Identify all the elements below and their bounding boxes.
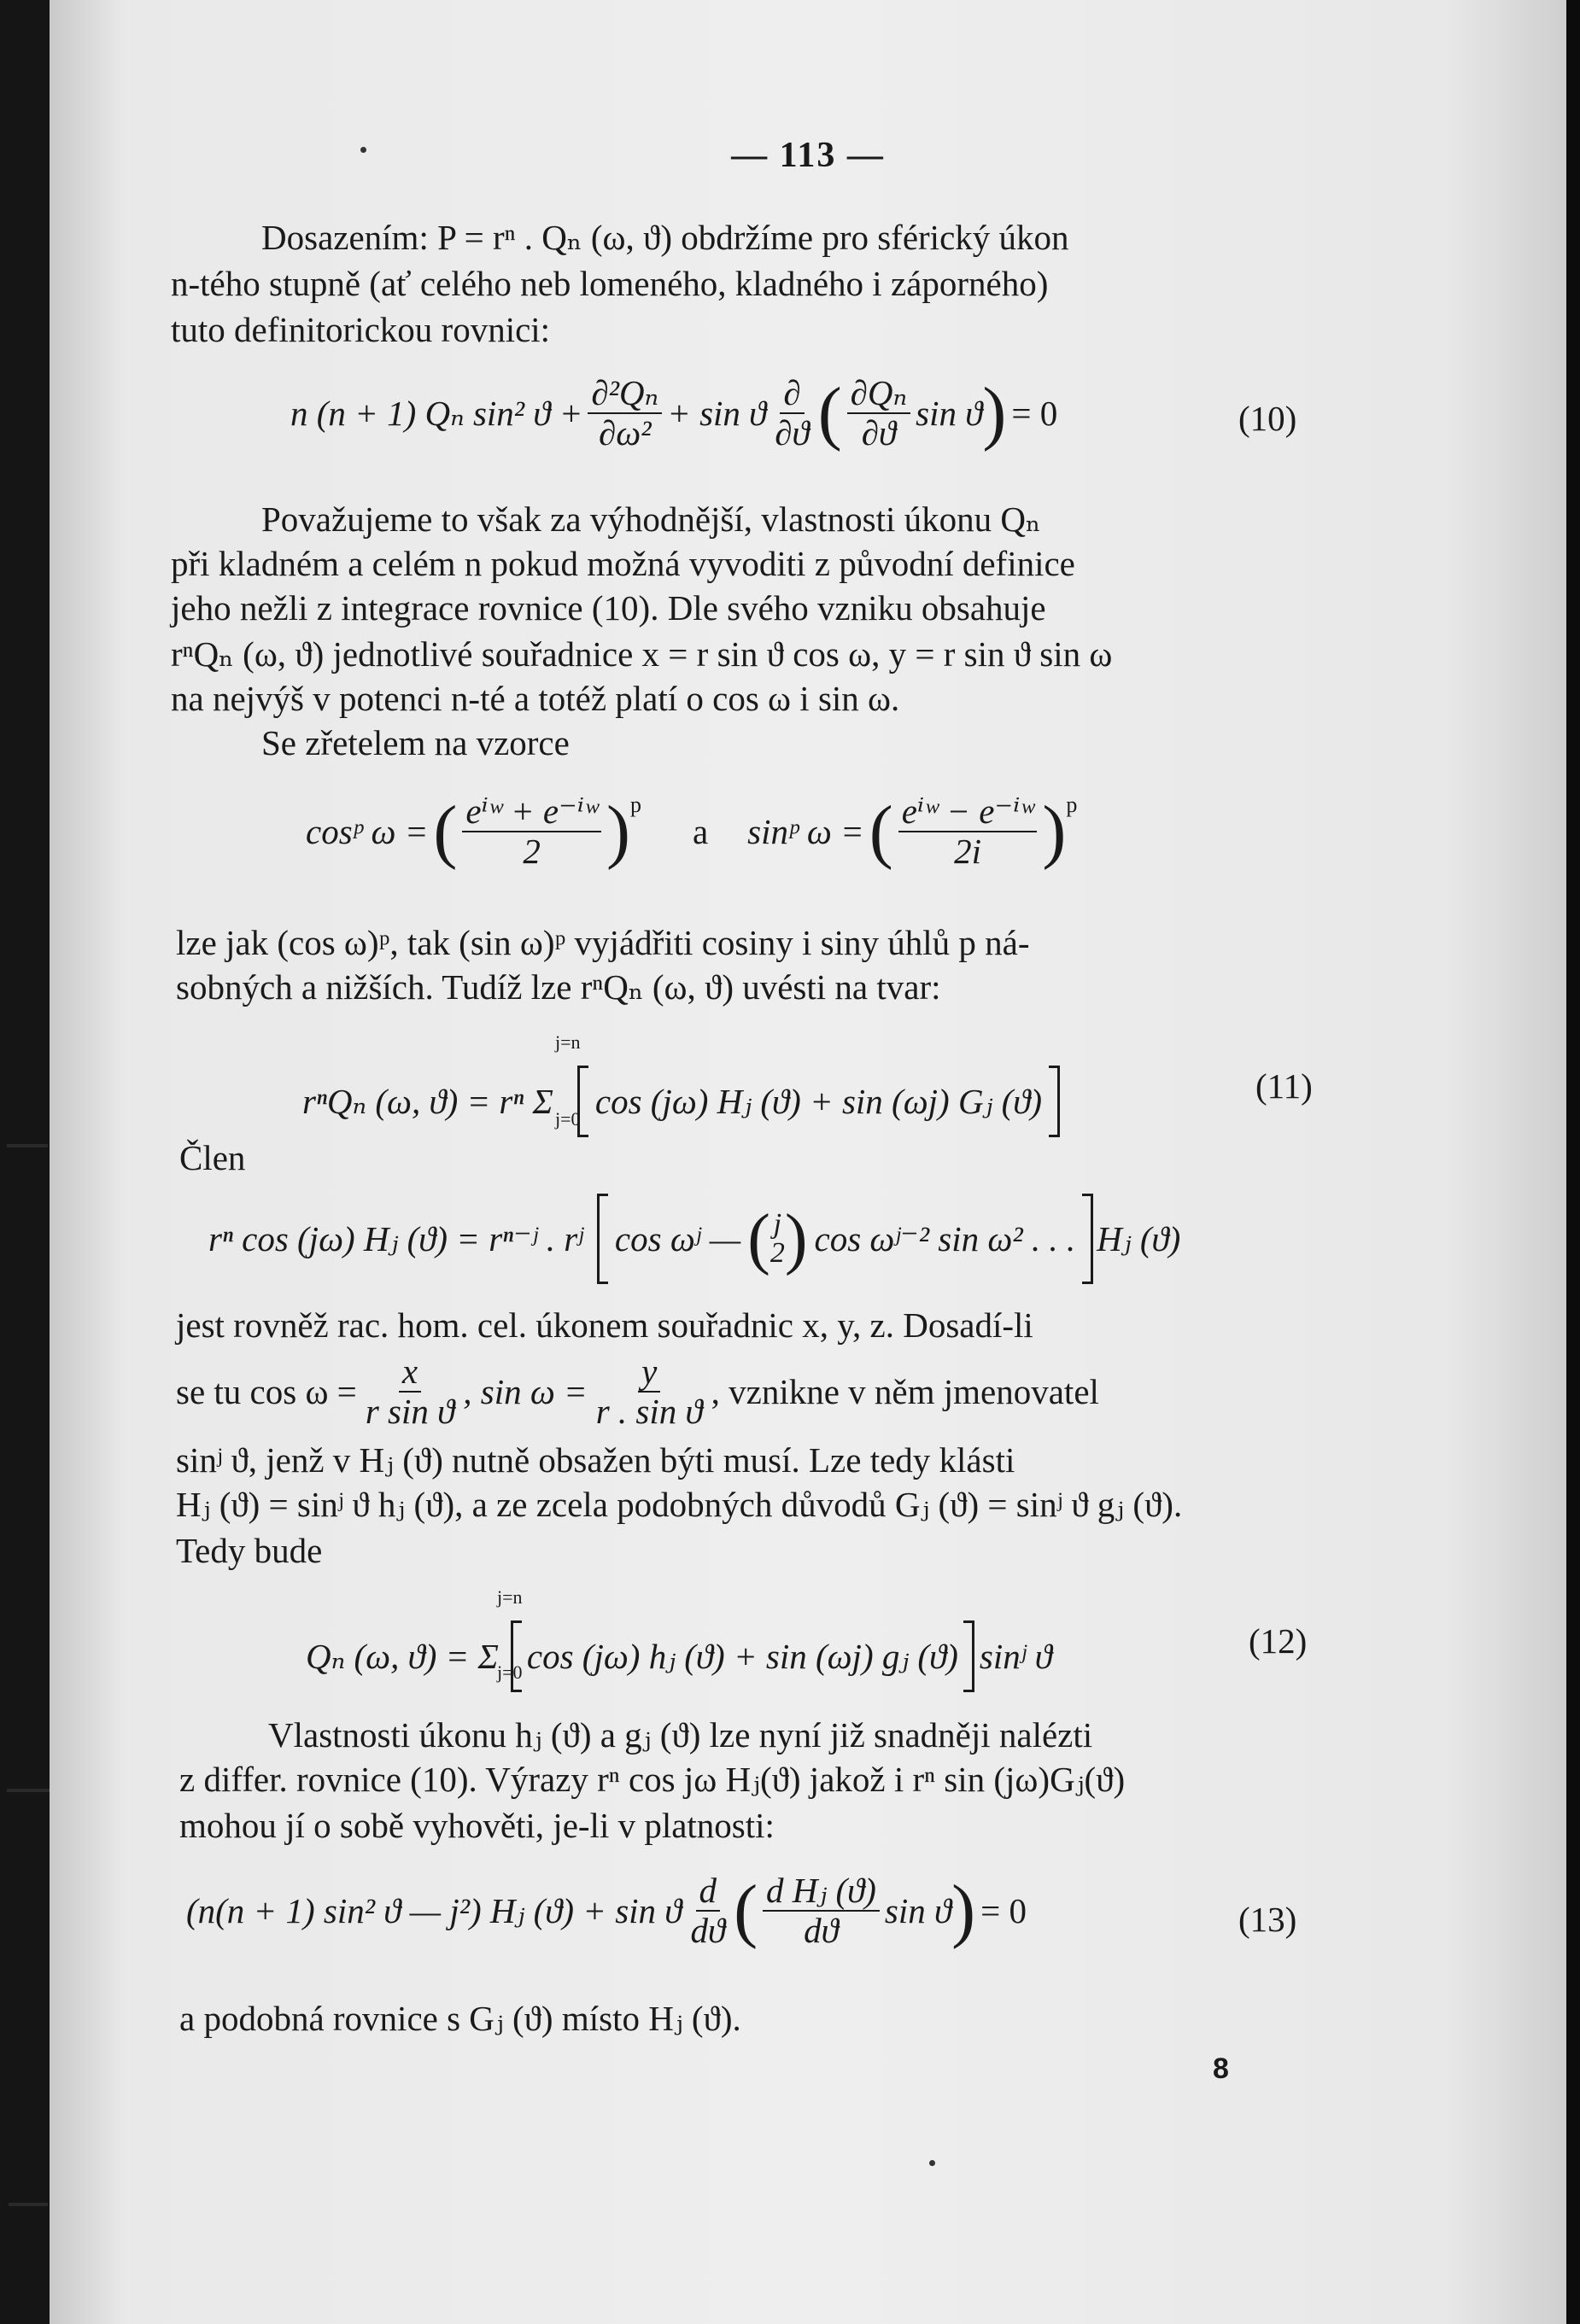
text-line: rⁿQₙ (ω, ϑ) jednotlivé souřadnice x = r sin ϑ cos ω, y = r sin ϑ sin ω <box>171 634 1113 674</box>
eq13-tail: sin ϑ <box>884 1890 952 1930</box>
text-line: jest rovněž rac. hom. cel. úkonem souřadnic x, y, z. Dosadí-li <box>176 1305 1033 1345</box>
exponent: p <box>629 792 641 817</box>
printer-signature: 8 <box>1213 2052 1229 2085</box>
frac-num: ∂ <box>780 376 804 414</box>
paren: ) <box>951 1871 976 1950</box>
bracket-right <box>1049 1066 1060 1137</box>
equation-11 <box>302 1066 1060 1137</box>
frac-num: eⁱʷ + e⁻ⁱʷ <box>462 794 601 832</box>
frac-den: r sin ϑ <box>365 1392 455 1431</box>
eq11-lhs: rⁿQₙ (ω, ϑ) = rⁿ Σ <box>302 1081 553 1121</box>
frac-num: eⁱʷ − e⁻ⁱʷ <box>898 794 1038 832</box>
frac-num: d <box>696 1873 721 1912</box>
frac-den: dϑ <box>804 1911 839 1950</box>
text-line <box>176 1354 1099 1429</box>
eq10-lhs: n (n + 1) Qₙ sin² ϑ + <box>290 393 583 433</box>
eq12-tail: sinʲ ϑ <box>979 1636 1052 1676</box>
scan-mark <box>9 2203 48 2206</box>
text-line: Považujeme to však za výhodnější, vlastnosti úkonu Qₙ <box>261 499 1041 539</box>
binom-top: j <box>773 1208 782 1240</box>
eq-part: cos ωʲ — <box>614 1218 741 1258</box>
frac-den: 2 <box>523 832 541 871</box>
text-line: Se zřetelem na vzorce <box>261 723 570 762</box>
frac-num: x <box>399 1354 421 1393</box>
inline-frac <box>362 1354 458 1429</box>
equation-number: (13) <box>1238 1900 1297 1939</box>
text-line: mohou jí o sobě vyhověti, je-li v platnosti: <box>179 1806 775 1845</box>
eq11-body: cos (jω) Hⱼ (ϑ) + sin (ωj) Gⱼ (ϑ) <box>594 1081 1043 1121</box>
eq13-rhs: = 0 <box>980 1890 1027 1930</box>
bracket-left <box>597 1194 608 1284</box>
text-line: tuto definitorickou rovnici: <box>171 310 551 349</box>
equation-10 <box>290 373 1058 453</box>
paren: ( <box>817 373 842 453</box>
text-line: Hⱼ (ϑ) = sinʲ ϑ hⱼ (ϑ), a ze zcela podobných důvodů Gⱼ (ϑ) = sinʲ ϑ gⱼ (ϑ). <box>176 1485 1183 1524</box>
frac-den: r . sin ϑ <box>595 1392 703 1431</box>
frac-num: d Hⱼ (ϑ) <box>763 1873 880 1912</box>
paren: ) <box>982 373 1007 453</box>
bracket-left <box>511 1620 522 1692</box>
eq-tail: Hⱼ (ϑ) <box>1097 1218 1181 1258</box>
eq12-body: cos (jω) hⱼ (ϑ) + sin (ωj) gⱼ (ϑ) <box>526 1636 958 1676</box>
equation-number: (11) <box>1255 1066 1313 1106</box>
paren: ( <box>734 1871 758 1950</box>
scan-mark <box>7 1144 48 1147</box>
text-span: , vznikne v něm jmenovatel <box>711 1371 1099 1411</box>
equation-number: (12) <box>1249 1621 1308 1661</box>
equation-clen <box>208 1194 1180 1284</box>
text-span: se tu cos ω = <box>176 1371 357 1411</box>
eq13-frac <box>687 1873 729 1948</box>
text-line: n-tého stupně (ať celého neb lomeného, kladného i záporného) <box>171 264 1049 303</box>
text-line: při kladném a celém n pokud možná vyvoditi z původní definice <box>171 544 1075 583</box>
text-line: Vlastnosti úkonu hⱼ (ϑ) a gⱼ (ϑ) lze nyní již snadněji nalézti <box>268 1715 1093 1755</box>
eq10-mid: + sin ϑ <box>667 393 767 433</box>
bracket-left <box>577 1066 588 1137</box>
text-line: Tedy bude <box>176 1531 323 1570</box>
paren: ) <box>784 1201 808 1276</box>
eq-lhs: sinᵖ ω = <box>747 811 864 851</box>
eq-frac <box>898 791 1038 871</box>
eq10-frac <box>771 373 812 453</box>
equation-number: (10) <box>1238 399 1297 438</box>
frac-num: ∂²Qₙ <box>588 376 662 414</box>
frac-den: 2i <box>954 832 981 871</box>
eq12-lhs: Qₙ (ω, ϑ) = Σ <box>306 1636 499 1676</box>
text-line: Dosazením: P = rⁿ . Qₙ (ω, ϑ) obdržíme pro sférický úkon <box>261 218 1069 257</box>
equation-cos-sin <box>306 791 1078 871</box>
text-line: sinʲ ϑ, jenž v Hⱼ (ϑ) nutně obsažen býti musí. Lze tedy klásti <box>176 1440 1015 1480</box>
frac-num: y <box>638 1354 660 1393</box>
eq10-rhs: = 0 <box>1011 393 1058 433</box>
frac-den: ∂ϑ <box>861 413 897 453</box>
eq13-lhs: (n(n + 1) sin² ϑ — j²) Hⱼ (ϑ) + sin ϑ <box>186 1890 682 1930</box>
binomial <box>770 1210 785 1268</box>
binom-bottom: 2 <box>770 1237 785 1269</box>
equation-12 <box>306 1620 1052 1692</box>
eq10-tail: sin ϑ <box>916 393 983 433</box>
eq10-frac <box>588 373 662 453</box>
text-line: Člen <box>179 1138 246 1177</box>
frac-num: ∂Qₙ <box>847 376 911 414</box>
text-line: lze jak (cos ω)ᵖ, tak (sin ω)ᵖ vyjádřiti cosiny i siny úhlů p ná- <box>176 923 1030 962</box>
eq-lhs: cosᵖ ω = <box>306 811 429 851</box>
bracket-right <box>1082 1194 1093 1284</box>
paren: ) <box>1042 791 1067 871</box>
sum-upper-limit: j=n <box>555 1031 581 1053</box>
text-line: na nejvýš v potenci n-té a totéž platí o cos ω i sin ω. <box>171 679 900 718</box>
paren: ( <box>433 791 458 871</box>
frac-den: dϑ <box>690 1911 726 1950</box>
equation-13 <box>186 1873 1027 1948</box>
text-line: z differ. rovnice (10). Výrazy rⁿ cos jω Hⱼ(ϑ) jakož i rⁿ sin (jω)Gⱼ(ϑ) <box>179 1760 1126 1799</box>
eq-lhs: rⁿ cos (jω) Hⱼ (ϑ) = rⁿ⁻ʲ . rʲ <box>208 1218 583 1258</box>
paren: ( <box>747 1201 770 1276</box>
eq10-frac <box>847 373 911 453</box>
scan-mark <box>7 1789 50 1792</box>
scan-left-edge <box>0 0 50 2324</box>
text-line: a podobná rovnice s Gⱼ (ϑ) místo Hⱼ (ϑ). <box>179 1999 741 2038</box>
eq-frac <box>462 791 601 871</box>
page-header: — 113 — <box>731 136 885 175</box>
text-line: sobných a nižších. Tudíž lze rⁿQₙ (ω, ϑ) uvésti na tvar: <box>176 967 941 1007</box>
inline-frac <box>593 1354 706 1429</box>
frac-den: ∂ω² <box>599 413 652 453</box>
text-line: jeho nežli z integrace rovnice (10). Dle svého vzniku obsahuje <box>171 588 1046 628</box>
exponent: p <box>1066 792 1078 817</box>
paren: ( <box>869 791 893 871</box>
sum-upper-limit: j=n <box>497 1586 523 1608</box>
book-page <box>50 0 1566 2324</box>
conjunction: a <box>692 811 709 851</box>
text-span: , sin ω = <box>463 1371 588 1411</box>
eq13-frac <box>763 1873 880 1948</box>
frac-den: ∂ϑ <box>775 413 810 453</box>
bracket-right <box>963 1620 974 1692</box>
paren: ) <box>606 791 630 871</box>
sum-lower-limit: j=0 <box>497 1661 523 1683</box>
sum-lower-limit: j=0 <box>555 1108 581 1130</box>
speck <box>929 2160 935 2166</box>
eq-part: cos ωʲ⁻² sin ω² . . . <box>814 1218 1076 1258</box>
